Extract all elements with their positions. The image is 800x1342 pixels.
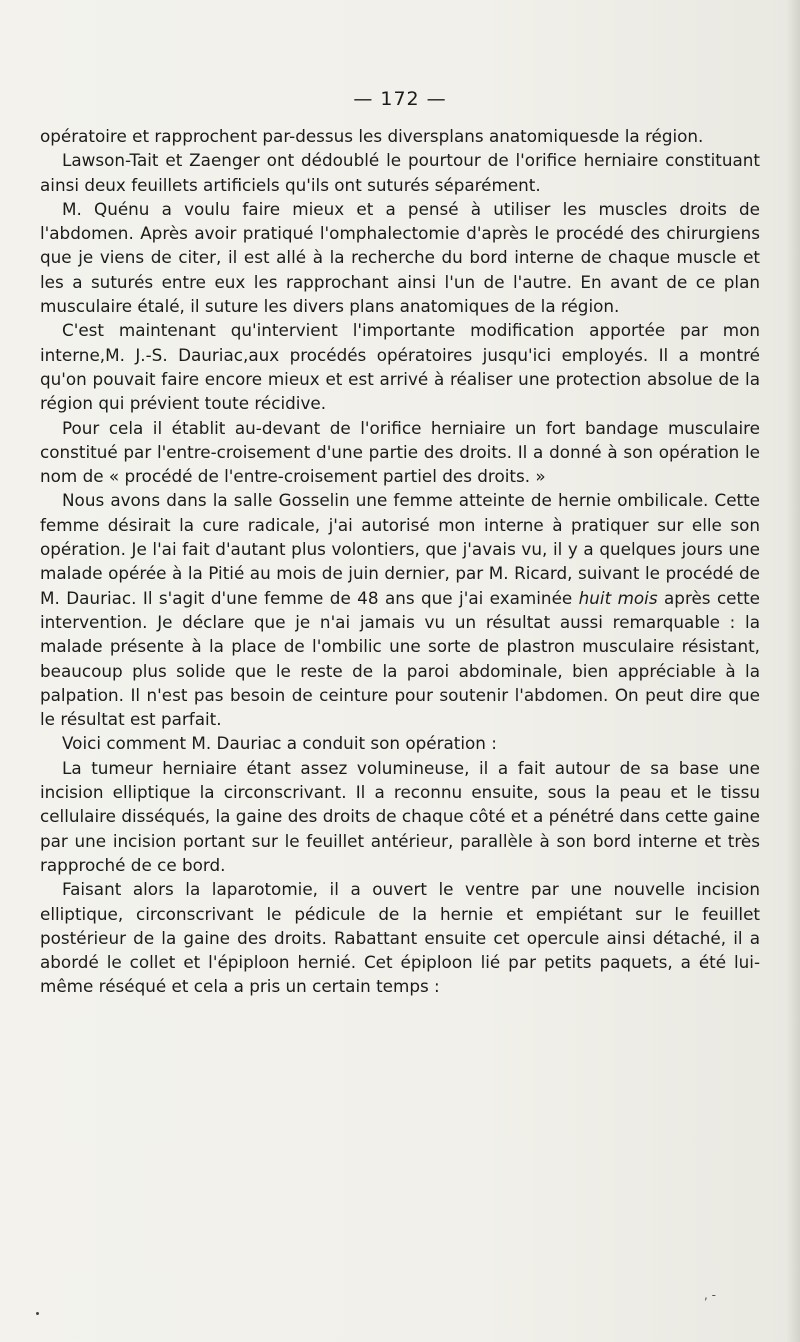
page-number: — 172 —: [353, 88, 447, 110]
ink-speck: [36, 1312, 39, 1315]
paragraph: Faisant alors la laparotomie, il a ouvert le ventre par une nouvelle incision elliptique, circonscrivant le pédicule de la hernie et empiétant sur le feuillet postérieur de la gaine des droits. Rabattant ensuite cet opercule ainsi détaché, il a abordé le collet et l'épiploon hernié. Cet épiploon lié par petits paquets, a été lui-même réséqué et cela a pris un certain temps :: [40, 879, 760, 997]
paragraph: Pour cela il établit au-devant de l'orifice herniaire un fort bandage musculaire constitué par l'entre-croisement d'une partie des droits. Il a donné à son opération le nom de « procédé de l'entre-croisement partiel des droits. »: [40, 417, 760, 487]
paragraph: C'est maintenant qu'intervient l'importante modification apportée par mon interne,M. J.-S. Dauriac,aux procédés opératoires jusqu'ici employés. Il a montré qu'on pouvait faire encore mieux et est arrivé à réaliser une protection absolue de la région qui prévient toute récidive.: [40, 320, 760, 414]
foot-mark: , -: [704, 1288, 716, 1302]
body-text: [40, 124, 760, 999]
paragraph: La tumeur herniaire étant assez volumineuse, il a fait autour de sa base une incision elliptique la circonscrivant. Il a reconnu ensuite, sous la peau et le tissu cellulaire disséqués, la gaine des droits de chaque côté et a pénétré dans cette gaine par une incision portant sur le feuillet antérieur, parallèle à son bord interne et très rapproché de ce bord.: [40, 757, 760, 875]
paragraph: Lawson-Tait et Zaenger ont dédoublé le pourtour de l'orifice herniaire constituant ainsi deux feuillets artificiels qu'ils ont suturés séparément.: [40, 150, 760, 195]
paragraph: opératoire et rapprochent par-dessus les diversplans anatomiquesde la région.: [40, 126, 704, 146]
paragraph: Voici comment M. Dauriac a conduit son opération :: [62, 733, 497, 754]
paragraph: Nous avons dans la salle Gosselin une femme atteinte de hernie ombilicale. Cette femme désirait la cure radicale, j'ai autorisé mon interne à pratiquer sur elle son opération. Je l'ai fait d'autant plus volontiers, que j'avais vu, il y a quelques jours une malade opérée à la Pitié au mois de juin dernier, par M. Ricard, suivant le procédé de M. Dauriac. Il s'agit d'une femme de 48 ans que j'ai examinée huit mois après cette intervention. Je déclare que je n'ai jamais vu un résultat aussi remarquable : la malade présente à la place de l'ombilic une sorte de plastron musculaire résistant, beaucoup plus solide que le reste de la paroi abdominale, bien appréciable à la palpation. Il n'est pas besoin de ceinture pour soutenir l'abdomen. On peut dire que le résultat est parfait.: [40, 490, 760, 730]
paragraph: M. Quénu a voulu faire mieux et a pensé à utiliser les muscles droits de l'abdomen. Après avoir pratiqué l'omphalectomie d'après le procédé des chirurgiens que je viens de citer, il est allé à la recherche du bord interne de chaque muscle et les a suturés entre eux les rapprochant ainsi l'un de l'autre. En avant de ce plan musculaire étalé, il suture les divers plans anatomiques de la région.: [40, 198, 760, 317]
page-edge-shadow: [786, 0, 800, 1342]
italic-phrase: huit mois: [578, 587, 658, 608]
